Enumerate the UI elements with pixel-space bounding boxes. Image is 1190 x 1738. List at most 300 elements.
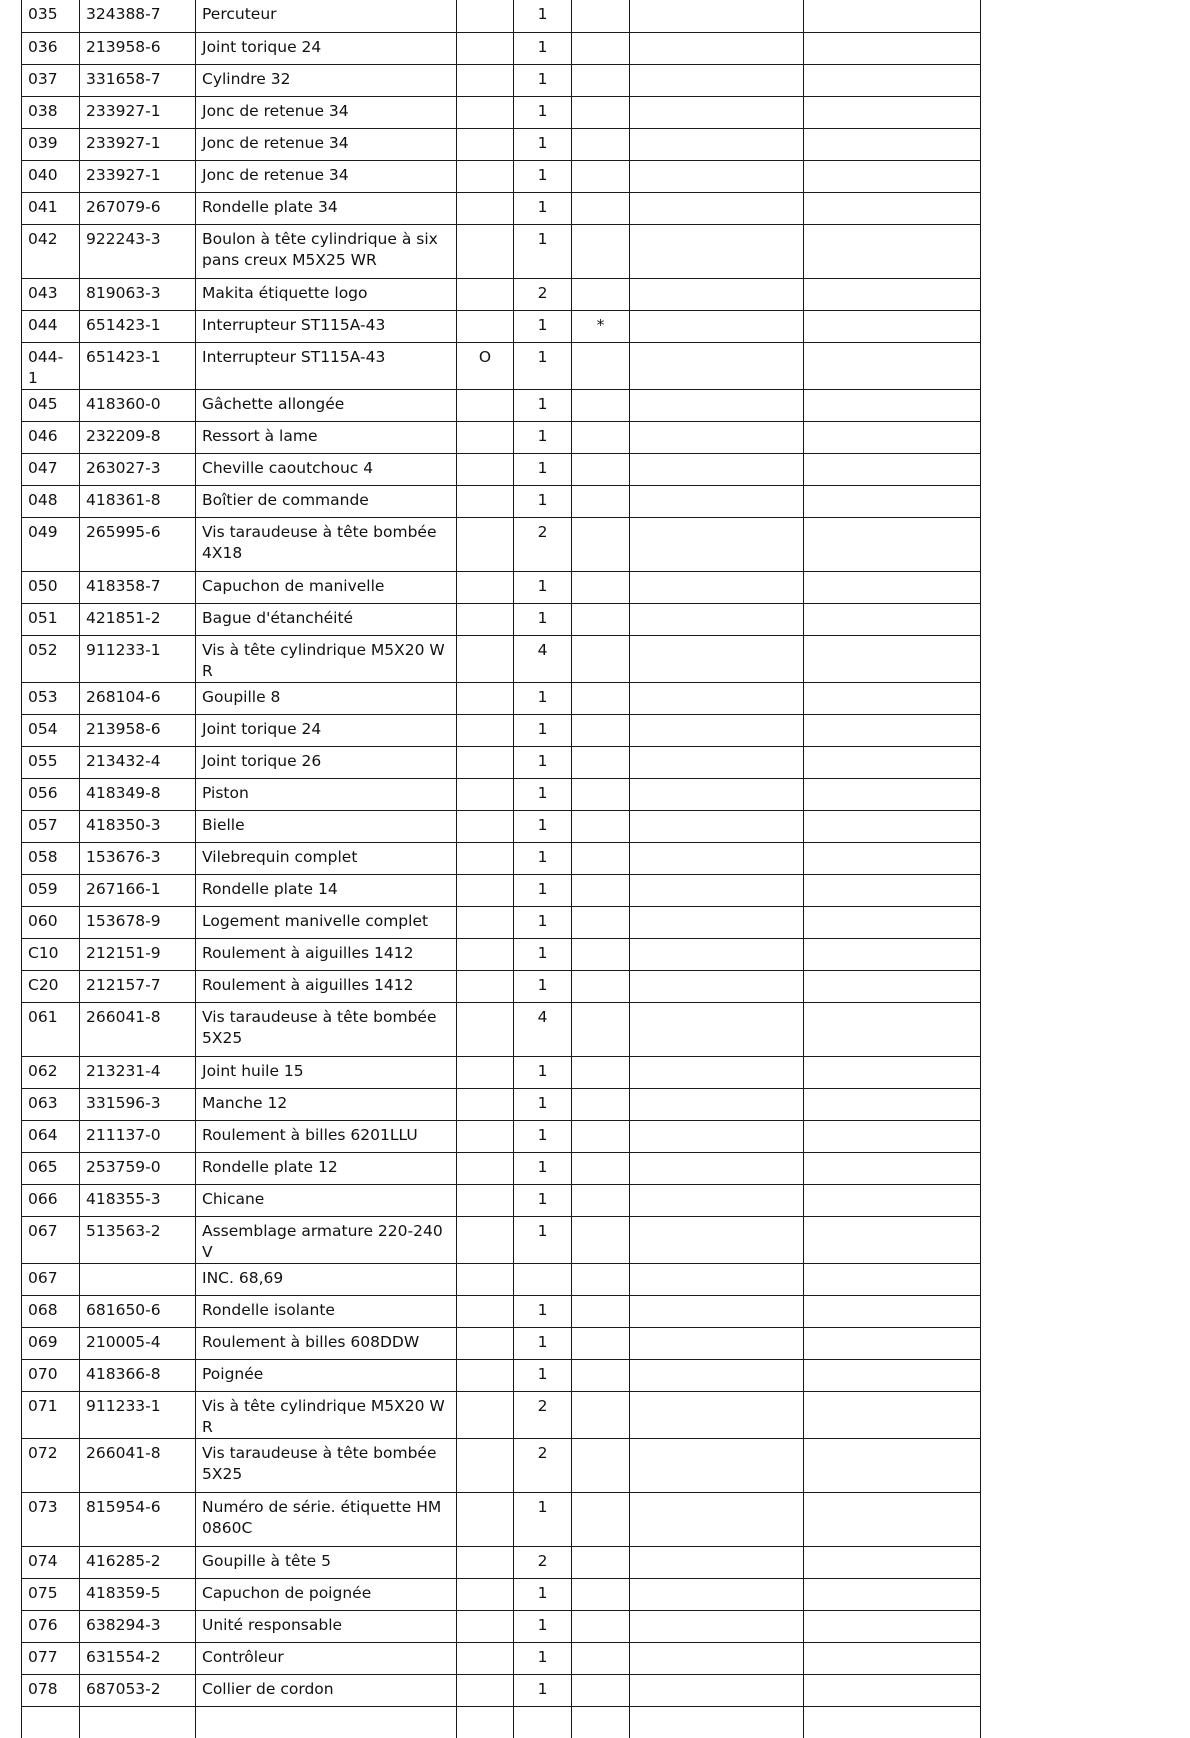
blank-cell xyxy=(630,1610,804,1642)
option-mark: O xyxy=(457,342,514,389)
part-description: Jonc de retenue 34 xyxy=(196,128,457,160)
blank-cell xyxy=(630,1438,804,1492)
part-number: 631554-2 xyxy=(80,1642,196,1674)
blank-cell xyxy=(80,1706,196,1738)
blank-cell xyxy=(804,1120,981,1152)
quantity: 1 xyxy=(514,938,572,970)
item-number: 059 xyxy=(22,874,80,906)
table-row xyxy=(22,485,981,517)
option-mark xyxy=(457,1642,514,1674)
part-description: Poignée xyxy=(196,1359,457,1391)
part-number: 233927-1 xyxy=(80,160,196,192)
blank-cell xyxy=(630,0,804,32)
quantity: 1 xyxy=(514,1359,572,1391)
blank-cell xyxy=(804,1327,981,1359)
quantity: 1 xyxy=(514,842,572,874)
part-description: Boulon à tête cylindrique à six pans creux M5X25 WR xyxy=(196,224,457,278)
table-row xyxy=(22,1056,981,1088)
item-number: 050 xyxy=(22,571,80,603)
option-mark xyxy=(457,1002,514,1056)
option-mark xyxy=(457,1184,514,1216)
blank-cell xyxy=(804,746,981,778)
part-number: 651423-1 xyxy=(80,342,196,389)
blank-cell xyxy=(630,1184,804,1216)
part-number: 418355-3 xyxy=(80,1184,196,1216)
blank-cell xyxy=(630,1391,804,1438)
blank-cell xyxy=(804,1359,981,1391)
part-number xyxy=(80,1263,196,1295)
part-number: 210005-4 xyxy=(80,1327,196,1359)
option-mark xyxy=(457,1327,514,1359)
table-row xyxy=(22,938,981,970)
quantity xyxy=(514,1263,572,1295)
option-mark xyxy=(457,32,514,64)
note-mark xyxy=(572,603,630,635)
table-row xyxy=(22,310,981,342)
part-description: Vis à tête cylindrique M5X20 WR xyxy=(196,1391,457,1438)
blank-cell xyxy=(630,1002,804,1056)
part-description: Gâchette allongée xyxy=(196,389,457,421)
blank-cell xyxy=(630,571,804,603)
blank-cell xyxy=(630,1546,804,1578)
table-row xyxy=(22,778,981,810)
quantity: 1 xyxy=(514,389,572,421)
blank-cell xyxy=(804,1492,981,1546)
blank-cell xyxy=(630,96,804,128)
part-number: 324388-7 xyxy=(80,0,196,32)
table-row xyxy=(22,842,981,874)
part-number: 421851-2 xyxy=(80,603,196,635)
table-row xyxy=(22,603,981,635)
quantity: 1 xyxy=(514,714,572,746)
blank-cell xyxy=(630,1263,804,1295)
item-number: 067 xyxy=(22,1216,80,1263)
option-mark xyxy=(457,746,514,778)
table-row-continuation xyxy=(22,1706,981,1738)
note-mark xyxy=(572,32,630,64)
part-number: 213958-6 xyxy=(80,714,196,746)
part-description: Makita étiquette logo xyxy=(196,278,457,310)
part-number: 233927-1 xyxy=(80,128,196,160)
note-mark xyxy=(572,1359,630,1391)
blank-cell xyxy=(630,1674,804,1706)
blank-cell xyxy=(804,778,981,810)
item-number: 061 xyxy=(22,1002,80,1056)
blank-cell xyxy=(514,1706,572,1738)
item-number: 036 xyxy=(22,32,80,64)
table-row xyxy=(22,389,981,421)
table-row xyxy=(22,1263,981,1295)
blank-cell xyxy=(630,746,804,778)
table-row xyxy=(22,1088,981,1120)
blank-cell xyxy=(630,192,804,224)
item-number: 063 xyxy=(22,1088,80,1120)
option-mark xyxy=(457,0,514,32)
blank-cell xyxy=(630,278,804,310)
option-mark xyxy=(457,192,514,224)
note-mark xyxy=(572,571,630,603)
option-mark xyxy=(457,906,514,938)
note-mark xyxy=(572,224,630,278)
blank-cell xyxy=(630,810,804,842)
quantity: 1 xyxy=(514,906,572,938)
item-number: 056 xyxy=(22,778,80,810)
blank-cell xyxy=(630,1120,804,1152)
blank-cell xyxy=(804,938,981,970)
item-number: 076 xyxy=(22,1610,80,1642)
note-mark xyxy=(572,192,630,224)
part-description: Rondelle isolante xyxy=(196,1295,457,1327)
note-mark xyxy=(572,1438,630,1492)
blank-cell xyxy=(630,714,804,746)
note-mark xyxy=(572,1088,630,1120)
table-row xyxy=(22,1391,981,1438)
part-description: Roulement à aiguilles 1412 xyxy=(196,970,457,1002)
blank-cell xyxy=(804,128,981,160)
note-mark xyxy=(572,160,630,192)
quantity: 1 xyxy=(514,1152,572,1184)
blank-cell xyxy=(630,1152,804,1184)
quantity: 2 xyxy=(514,1438,572,1492)
part-description: Jonc de retenue 34 xyxy=(196,160,457,192)
option-mark xyxy=(457,453,514,485)
note-mark xyxy=(572,1152,630,1184)
quantity: 1 xyxy=(514,453,572,485)
table-row xyxy=(22,0,981,32)
part-description: Goupille 8 xyxy=(196,682,457,714)
item-number: 069 xyxy=(22,1327,80,1359)
part-description: Vis taraudeuse à tête bombée 5X25 xyxy=(196,1438,457,1492)
option-mark xyxy=(457,571,514,603)
note-mark xyxy=(572,453,630,485)
part-description: Roulement à aiguilles 1412 xyxy=(196,938,457,970)
blank-cell xyxy=(804,1263,981,1295)
blank-cell xyxy=(630,1056,804,1088)
part-number: 213231-4 xyxy=(80,1056,196,1088)
item-number: 039 xyxy=(22,128,80,160)
option-mark xyxy=(457,1438,514,1492)
table-row xyxy=(22,342,981,389)
blank-cell xyxy=(804,1088,981,1120)
quantity: 1 xyxy=(514,778,572,810)
part-description: INC. 68,69 xyxy=(196,1263,457,1295)
part-description: Joint torique 26 xyxy=(196,746,457,778)
item-number: 044 xyxy=(22,310,80,342)
note-mark xyxy=(572,682,630,714)
quantity: 1 xyxy=(514,1492,572,1546)
option-mark xyxy=(457,938,514,970)
blank-cell xyxy=(630,603,804,635)
item-number: 040 xyxy=(22,160,80,192)
part-description: Numéro de série. étiquette HM0860C xyxy=(196,1492,457,1546)
part-description: Contrôleur xyxy=(196,1642,457,1674)
table-row xyxy=(22,32,981,64)
option-mark xyxy=(457,1492,514,1546)
quantity: 1 xyxy=(514,0,572,32)
quantity: 1 xyxy=(514,1610,572,1642)
option-mark xyxy=(457,1546,514,1578)
quantity: 2 xyxy=(514,517,572,571)
option-mark xyxy=(457,1295,514,1327)
part-number: 233927-1 xyxy=(80,96,196,128)
quantity: 1 xyxy=(514,421,572,453)
part-number: 267079-6 xyxy=(80,192,196,224)
quantity: 1 xyxy=(514,96,572,128)
note-mark xyxy=(572,1492,630,1546)
part-number: 418361-8 xyxy=(80,485,196,517)
option-mark xyxy=(457,128,514,160)
table-row xyxy=(22,970,981,1002)
blank-cell xyxy=(630,1088,804,1120)
item-number: 067 xyxy=(22,1263,80,1295)
part-number: 815954-6 xyxy=(80,1492,196,1546)
item-number: 044-1 xyxy=(22,342,80,389)
blank-cell xyxy=(804,32,981,64)
item-number: 077 xyxy=(22,1642,80,1674)
option-mark xyxy=(457,1263,514,1295)
item-number: 078 xyxy=(22,1674,80,1706)
blank-cell xyxy=(630,224,804,278)
item-number: C20 xyxy=(22,970,80,1002)
quantity: 1 xyxy=(514,682,572,714)
option-mark xyxy=(457,389,514,421)
table-row xyxy=(22,1295,981,1327)
table-row xyxy=(22,746,981,778)
quantity: 2 xyxy=(514,278,572,310)
blank-cell xyxy=(804,517,981,571)
note-mark xyxy=(572,1642,630,1674)
part-number: 418366-8 xyxy=(80,1359,196,1391)
table-row xyxy=(22,874,981,906)
item-number: 074 xyxy=(22,1546,80,1578)
blank-cell xyxy=(630,1492,804,1546)
note-mark xyxy=(572,1674,630,1706)
item-number: 068 xyxy=(22,1295,80,1327)
part-number: 213432-4 xyxy=(80,746,196,778)
part-number: 819063-3 xyxy=(80,278,196,310)
part-description: Chicane xyxy=(196,1184,457,1216)
option-mark xyxy=(457,810,514,842)
part-number: 268104-6 xyxy=(80,682,196,714)
item-number: 055 xyxy=(22,746,80,778)
quantity: 1 xyxy=(514,1578,572,1610)
note-mark xyxy=(572,1263,630,1295)
option-mark xyxy=(457,874,514,906)
blank-cell xyxy=(630,310,804,342)
part-number: 263027-3 xyxy=(80,453,196,485)
blank-cell xyxy=(804,1391,981,1438)
part-description: Joint torique 24 xyxy=(196,32,457,64)
table-row xyxy=(22,1610,981,1642)
option-mark xyxy=(457,970,514,1002)
quantity: 1 xyxy=(514,64,572,96)
quantity: 4 xyxy=(514,1002,572,1056)
note-mark xyxy=(572,714,630,746)
part-number: 266041-8 xyxy=(80,1438,196,1492)
blank-cell xyxy=(804,453,981,485)
option-mark xyxy=(457,485,514,517)
part-number: 651423-1 xyxy=(80,310,196,342)
table-row xyxy=(22,810,981,842)
note-mark xyxy=(572,389,630,421)
note-mark xyxy=(572,485,630,517)
quantity: 2 xyxy=(514,1546,572,1578)
quantity: 1 xyxy=(514,224,572,278)
part-description: Logement manivelle complet xyxy=(196,906,457,938)
part-number: 153678-9 xyxy=(80,906,196,938)
table-row xyxy=(22,1674,981,1706)
blank-cell xyxy=(572,1706,630,1738)
table-row xyxy=(22,96,981,128)
table-row xyxy=(22,1184,981,1216)
item-number: C10 xyxy=(22,938,80,970)
item-number: 051 xyxy=(22,603,80,635)
part-description: Vis à tête cylindrique M5X20 WR xyxy=(196,635,457,682)
table-row xyxy=(22,64,981,96)
part-number: 911233-1 xyxy=(80,1391,196,1438)
note-mark xyxy=(572,1120,630,1152)
table-row xyxy=(22,1216,981,1263)
blank-cell xyxy=(630,1359,804,1391)
note-mark xyxy=(572,970,630,1002)
note-mark xyxy=(572,278,630,310)
quantity: 1 xyxy=(514,310,572,342)
blank-cell xyxy=(630,421,804,453)
note-mark xyxy=(572,96,630,128)
option-mark xyxy=(457,160,514,192)
parts-table-body xyxy=(22,0,981,1738)
blank-cell xyxy=(630,453,804,485)
item-number: 037 xyxy=(22,64,80,96)
blank-cell xyxy=(630,1642,804,1674)
option-mark xyxy=(457,421,514,453)
part-description: Capuchon de manivelle xyxy=(196,571,457,603)
blank-cell xyxy=(804,342,981,389)
quantity: 1 xyxy=(514,160,572,192)
quantity: 1 xyxy=(514,485,572,517)
quantity: 1 xyxy=(514,1295,572,1327)
item-number: 048 xyxy=(22,485,80,517)
blank-cell xyxy=(804,96,981,128)
parts-list-sheet xyxy=(21,0,981,1738)
table-row xyxy=(22,224,981,278)
part-description: Percuteur xyxy=(196,0,457,32)
blank-cell xyxy=(630,1706,804,1738)
part-number: 253759-0 xyxy=(80,1152,196,1184)
option-mark xyxy=(457,1216,514,1263)
blank-cell xyxy=(804,1295,981,1327)
part-description: Rondelle plate 14 xyxy=(196,874,457,906)
note-mark xyxy=(572,1002,630,1056)
item-number: 049 xyxy=(22,517,80,571)
table-row xyxy=(22,421,981,453)
quantity: 1 xyxy=(514,1184,572,1216)
quantity: 4 xyxy=(514,635,572,682)
item-number: 062 xyxy=(22,1056,80,1088)
option-mark xyxy=(457,1152,514,1184)
item-number: 075 xyxy=(22,1578,80,1610)
blank-cell xyxy=(457,1706,514,1738)
table-row xyxy=(22,1438,981,1492)
table-row xyxy=(22,192,981,224)
blank-cell xyxy=(630,160,804,192)
blank-cell xyxy=(804,810,981,842)
item-number: 043 xyxy=(22,278,80,310)
table-row xyxy=(22,1642,981,1674)
note-mark xyxy=(572,778,630,810)
item-number: 042 xyxy=(22,224,80,278)
item-number: 047 xyxy=(22,453,80,485)
blank-cell xyxy=(804,1002,981,1056)
blank-cell xyxy=(804,310,981,342)
quantity: 1 xyxy=(514,1088,572,1120)
part-description: Interrupteur ST115A-43 xyxy=(196,342,457,389)
part-description: Vis taraudeuse à tête bombée 5X25 xyxy=(196,1002,457,1056)
blank-cell xyxy=(804,1546,981,1578)
option-mark xyxy=(457,1578,514,1610)
note-mark xyxy=(572,906,630,938)
quantity: 1 xyxy=(514,1327,572,1359)
blank-cell xyxy=(630,906,804,938)
item-number: 065 xyxy=(22,1152,80,1184)
blank-cell xyxy=(804,842,981,874)
option-mark xyxy=(457,635,514,682)
part-number: 922243-3 xyxy=(80,224,196,278)
parts-table xyxy=(21,0,981,1738)
option-mark xyxy=(457,1056,514,1088)
blank-cell xyxy=(804,1674,981,1706)
part-description: Rondelle plate 12 xyxy=(196,1152,457,1184)
blank-cell xyxy=(630,1327,804,1359)
part-number: 416285-2 xyxy=(80,1546,196,1578)
part-description: Ressort à lame xyxy=(196,421,457,453)
quantity: 1 xyxy=(514,746,572,778)
table-row xyxy=(22,128,981,160)
part-number: 418358-7 xyxy=(80,571,196,603)
part-description: Roulement à billes 608DDW xyxy=(196,1327,457,1359)
quantity: 1 xyxy=(514,1056,572,1088)
blank-cell xyxy=(804,421,981,453)
item-number: 045 xyxy=(22,389,80,421)
option-mark xyxy=(457,1674,514,1706)
part-number: 418349-8 xyxy=(80,778,196,810)
item-number: 072 xyxy=(22,1438,80,1492)
blank-cell xyxy=(804,160,981,192)
blank-cell xyxy=(630,778,804,810)
note-mark xyxy=(572,1546,630,1578)
item-number: 052 xyxy=(22,635,80,682)
blank-cell xyxy=(804,485,981,517)
note-mark xyxy=(572,1610,630,1642)
note-mark xyxy=(572,1327,630,1359)
option-mark xyxy=(457,682,514,714)
blank-cell xyxy=(630,842,804,874)
blank-cell xyxy=(804,192,981,224)
part-number: 331658-7 xyxy=(80,64,196,96)
part-number: 153676-3 xyxy=(80,842,196,874)
item-number: 071 xyxy=(22,1391,80,1438)
item-number: 035 xyxy=(22,0,80,32)
quantity: 1 xyxy=(514,970,572,1002)
table-row xyxy=(22,1546,981,1578)
note-mark xyxy=(572,1295,630,1327)
table-row xyxy=(22,517,981,571)
item-number: 058 xyxy=(22,842,80,874)
option-mark xyxy=(457,842,514,874)
part-description: Collier de cordon xyxy=(196,1674,457,1706)
part-number: 513563-2 xyxy=(80,1216,196,1263)
part-number: 418359-5 xyxy=(80,1578,196,1610)
